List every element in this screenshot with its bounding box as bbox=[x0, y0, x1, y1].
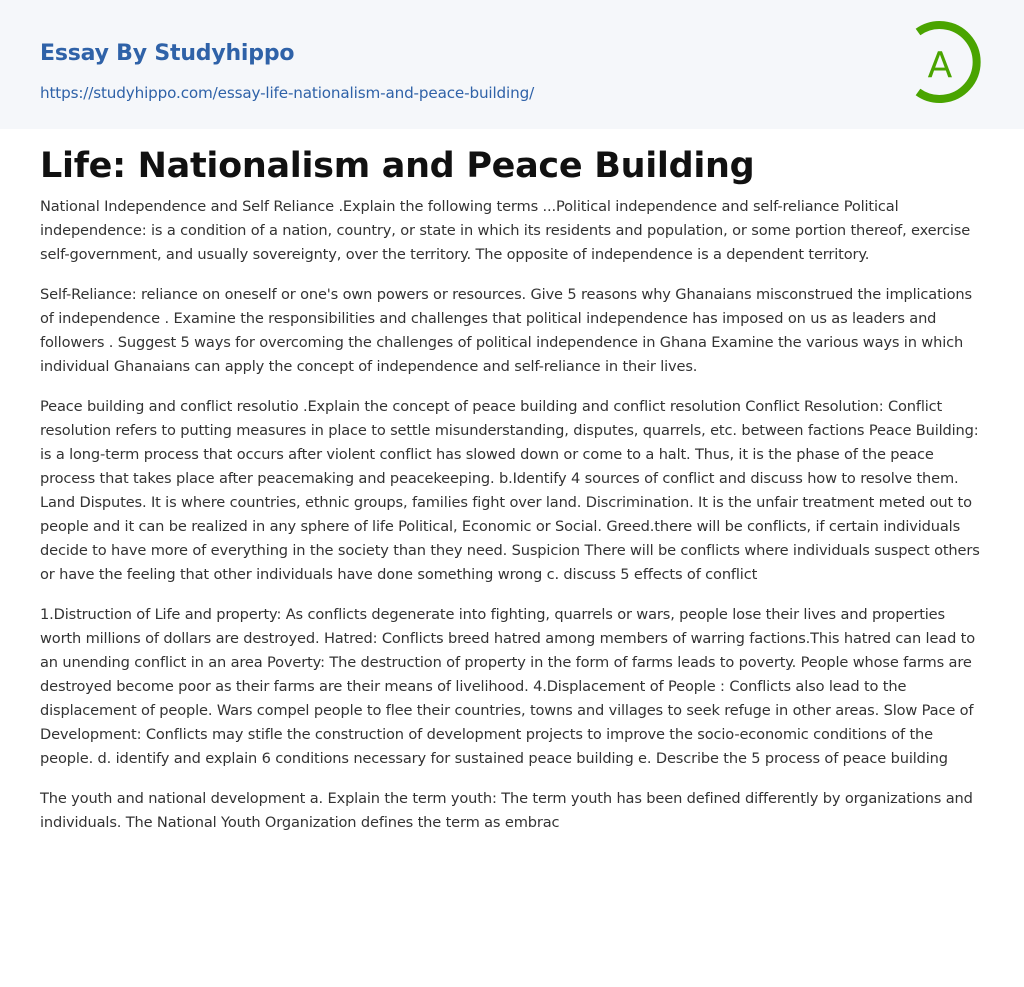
essay-paragraph: The youth and national development a. Explain the term youth: The term youth has been defined differently by organizations and individuals. The National Youth Organization defines the term as embrac bbox=[40, 790, 973, 831]
logo-letter: A bbox=[927, 45, 953, 86]
essay-paragraph: 1.Distruction of Life and property: As conflicts degenerate into fighting, quarrels or wars, people lose their lives and properties worth millions of dollars are destroyed. Hatred: Conflicts breed hatred among members of warring factions.This hatred can lead to an unending conflict in an area Poverty: The destruction of property in the form of farms leads to poverty. People whose farms are destroyed become poor as their farms are their means of livelihood. 4.Displacement of People : Conflicts also lead to the displacement of people. Wars compel people to flee their countries, towns and villages to seek refuge in other areas. Slow Pace of Development: Conflicts may stifle the construction of development projects to improve the socio-economic conditions of the people. d. identify and explain 6 conditions necessary for sustained peace building e. Describe the 5 process of peace building bbox=[40, 606, 976, 767]
page-title: Life: Nationalism and Peace Building bbox=[40, 146, 755, 186]
essay-paragraph: National Independence and Self Reliance .Explain the following terms ...Political independence and self-reliance Political independence: is a condition of a nation, country, or state in which its residents and population, or some portion thereof, exercise self-government, and usually sovereignty, over the territory. The opposite of independence is a dependent territory. bbox=[40, 198, 971, 263]
studyhippo-logo-icon[interactable] bbox=[912, 18, 986, 106]
site-title: Essay By Studyhippo bbox=[40, 41, 295, 66]
logo-graphic bbox=[912, 18, 986, 106]
essay-url-link[interactable]: https://studyhippo.com/essay-life-nationalism-and-peace-building/ bbox=[40, 84, 535, 102]
essay-body bbox=[40, 195, 984, 851]
essay-paragraph: Self-Reliance: reliance on oneself or one's own powers or resources. Give 5 reasons why Ghanaians misconstrued the implications of independence . Examine the responsibilities and challenges that political independence has imposed on us as leaders and followers . Suggest 5 ways for overcoming the challenges of political independence in Ghana Examine the various ways in which individual Ghanaians can apply the concept of independence and self-reliance in their lives. bbox=[40, 286, 972, 375]
essay-paragraph: Peace building and conflict resolutio .Explain the concept of peace building and conflict resolution Conflict Resolution: Conflict resolution refers to putting measures in place to settle misunderstanding, disputes, quarrels, etc. between factions Peace Building: is a long-term process that occurs after violent conflict has slowed down or come to a halt. Thus, it is the phase of the peace process that takes place after peacemaking and peacekeeping. b.Identify 4 sources of conflict and discuss how to resolve them. Land Disputes. It is where countries, ethnic groups, families fight over land. Discrimination. It is the unfair treatment meted out to people and it can be realized in any sphere of life Political, Economic or Social. Greed.there will be conflicts, if certain individuals decide to have more of everything in the society than they need. Suspicion There will be conflicts where individuals suspect others or have the feeling that other individuals have done something wrong c. discuss 5 effects of conflict bbox=[40, 398, 980, 583]
